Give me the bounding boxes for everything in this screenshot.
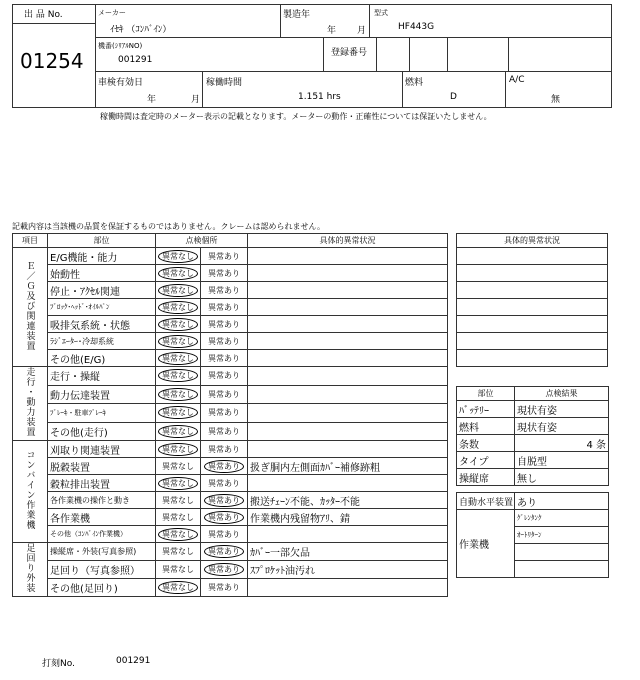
- check-abnormal: [201, 458, 248, 475]
- normal-label: 異常なし: [162, 512, 194, 522]
- check-abnormal: [201, 404, 248, 423]
- part-name: その他(E/G): [48, 350, 156, 367]
- group-label-text: コンバイン作業機: [24, 450, 35, 530]
- table-row: [13, 579, 448, 597]
- side-detail-row: [457, 299, 608, 316]
- model-label: 型式: [374, 9, 388, 17]
- normal-label: 異常なし: [162, 461, 194, 471]
- detail-text: [248, 282, 448, 299]
- check-abnormal: [201, 333, 248, 350]
- side-detail-cell: [457, 333, 608, 350]
- group-label-text: 走行・動力装置: [24, 367, 35, 437]
- part-name: その他(足回り): [48, 579, 156, 597]
- detail-text: ｶﾊﾞｰ一部欠品: [248, 543, 448, 561]
- check-abnormal: [201, 509, 248, 526]
- detail-text: [248, 265, 448, 282]
- abnormal-label: 異常あり: [208, 389, 240, 399]
- result-part: 条数: [457, 435, 515, 452]
- check-abnormal: [201, 526, 248, 543]
- side-detail-row: [457, 265, 608, 282]
- detail-text: [248, 385, 448, 404]
- table-row: [13, 422, 448, 441]
- side-detail-row: [457, 248, 608, 265]
- check-normal: [156, 509, 201, 526]
- table-row: [13, 543, 448, 561]
- check-normal: [156, 333, 201, 350]
- normal-label: 異常なし: [158, 477, 198, 490]
- side-detail-cell: [457, 350, 608, 367]
- work-item: [515, 544, 609, 561]
- part-name: 足回り（写真参照）: [48, 561, 156, 579]
- part-name: 穀粒排出装置: [48, 475, 156, 492]
- part-name: 停止・ｱｸｾﾙ関連: [48, 282, 156, 299]
- ac-label: A/C: [509, 75, 525, 85]
- abnormal-label: 異常あり: [208, 336, 240, 346]
- check-normal: [156, 441, 201, 458]
- reg-box-3: [447, 37, 509, 72]
- detail-text: [248, 404, 448, 423]
- check-abnormal: [201, 299, 248, 316]
- detail-text: [248, 367, 448, 386]
- table-row: [13, 475, 448, 492]
- table-row: [13, 385, 448, 404]
- check-normal: [156, 458, 201, 475]
- check-normal: [156, 385, 201, 404]
- part-name: 脱穀装置: [48, 458, 156, 475]
- result-col-result: 点検結果: [515, 387, 609, 401]
- detail-text: [248, 475, 448, 492]
- abnormal-label: 異常あり: [208, 371, 240, 381]
- result-part: 操縦席: [457, 469, 515, 486]
- part-name: 刈取り関連装置: [48, 441, 156, 458]
- part-name: 各作業機: [48, 509, 156, 526]
- check-abnormal: [201, 367, 248, 386]
- abnormal-label: 異常あり: [208, 529, 240, 539]
- work-item: ｸﾞﾚﾝﾀﾝｸ: [515, 510, 609, 527]
- col-check: 点検個所: [156, 234, 248, 248]
- result-value: 現状有姿: [515, 401, 609, 418]
- table-row: [13, 458, 448, 475]
- ac-value: 無: [551, 95, 561, 105]
- side-detail-cell: [457, 299, 608, 316]
- normal-label: 異常なし: [162, 547, 194, 556]
- level-label: 自動水平装置: [457, 493, 515, 510]
- normal-label: 異常なし: [158, 369, 198, 382]
- part-name: ﾗｼﾞｴｰﾀｰ･冷却系統: [48, 333, 156, 350]
- check-abnormal: [201, 422, 248, 441]
- normal-label: 異常なし: [158, 284, 198, 297]
- reg-box-1: [376, 37, 410, 72]
- detail-text: 作業機内残留物ｱﾘ、錆: [248, 509, 448, 526]
- table-row: [13, 367, 448, 386]
- side-detail-header: 具体的異常状況: [457, 234, 608, 248]
- normal-label: 異常なし: [158, 388, 198, 401]
- normal-label: 異常なし: [158, 267, 198, 280]
- check-abnormal: [201, 282, 248, 299]
- result-value: 無し: [515, 469, 609, 486]
- table-row: [13, 509, 448, 526]
- side-detail-row: [457, 316, 608, 333]
- group-label: [13, 367, 48, 441]
- serial-value: 001291: [118, 55, 153, 65]
- result-col-part: 部位: [457, 387, 515, 401]
- abnormal-label: 異常あり: [208, 268, 240, 278]
- check-normal: [156, 265, 201, 282]
- check-normal: [156, 561, 201, 579]
- result-row: [457, 452, 609, 469]
- check-normal: [156, 422, 201, 441]
- abnormal-label: 異常あり: [204, 511, 244, 524]
- model-value: HF443G: [398, 22, 435, 32]
- check-normal: [156, 350, 201, 367]
- abnormal-label: 異常あり: [204, 545, 244, 558]
- inspect-year: 年: [147, 95, 157, 105]
- detail-text: [248, 316, 448, 333]
- group-label: [13, 248, 48, 367]
- normal-label: 異常なし: [158, 406, 198, 419]
- detail-text: [248, 579, 448, 597]
- abnormal-label: 異常あり: [208, 478, 240, 488]
- check-normal: [156, 248, 201, 265]
- detail-text: [248, 526, 448, 543]
- abnormal-label: 異常あり: [208, 302, 240, 312]
- work-item: ｵｰﾄﾘﾀｰﾝ: [515, 527, 609, 544]
- table-row: [13, 299, 448, 316]
- result-row: [457, 418, 609, 435]
- check-abnormal: [201, 561, 248, 579]
- col-part: 部位: [48, 234, 156, 248]
- detail-text: [248, 333, 448, 350]
- result-row: [457, 401, 609, 418]
- abnormal-label: 異常あり: [208, 426, 240, 436]
- result-table: [456, 386, 609, 486]
- table-row: [13, 282, 448, 299]
- level-value: あり: [515, 493, 609, 510]
- hours-value: 1.151 hrs: [298, 92, 341, 102]
- check-normal: [156, 282, 201, 299]
- normal-label: 異常なし: [158, 301, 198, 314]
- normal-label: 異常なし: [158, 352, 198, 365]
- normal-label: 異常なし: [158, 443, 198, 456]
- fuel-label: 燃料: [405, 78, 424, 88]
- part-name: 操縦席・外装(写真参照): [48, 543, 156, 561]
- abnormal-label: 異常あり: [208, 444, 240, 454]
- extra-table: [456, 492, 609, 578]
- result-part: 燃料: [457, 418, 515, 435]
- check-abnormal: [201, 385, 248, 404]
- table-row: [13, 350, 448, 367]
- normal-label: 異常なし: [158, 318, 198, 331]
- inspection-table: [12, 233, 448, 597]
- part-name: 動力伝達装置: [48, 385, 156, 404]
- inspect-label: 車検有効日: [98, 78, 144, 88]
- abnormal-label: 異常あり: [208, 251, 240, 261]
- result-value: 自脱型: [515, 452, 609, 469]
- normal-label: 異常なし: [162, 495, 194, 505]
- reg-label: 登録番号: [331, 48, 368, 58]
- result-row: [457, 435, 609, 452]
- inspect-month: 月: [191, 95, 201, 105]
- side-detail-cell: [457, 282, 608, 299]
- disclaimer: 記載内容は当該機の品質を保証するものではありません。クレームは認められません。: [12, 222, 325, 231]
- check-abnormal: [201, 475, 248, 492]
- check-normal: [156, 367, 201, 386]
- detail-text: 搬送ﾁｪｰﾝ不能、ｶｯﾀｰ不能: [248, 492, 448, 509]
- check-abnormal: [201, 248, 248, 265]
- table-row: [13, 404, 448, 423]
- work-item: [515, 561, 609, 578]
- normal-label: 異常なし: [158, 335, 198, 348]
- group-label-text: 足回り外装: [24, 543, 35, 593]
- abnormal-label: 異常あり: [204, 494, 244, 507]
- lot-label: 出 品 No.: [24, 10, 63, 20]
- abnormal-label: 異常あり: [208, 583, 240, 592]
- normal-label: 異常なし: [158, 528, 198, 541]
- abnormal-label: 異常あり: [208, 408, 240, 418]
- check-normal: [156, 475, 201, 492]
- check-abnormal: [201, 492, 248, 509]
- side-detail-row: [457, 333, 608, 350]
- fuel-value: D: [450, 92, 457, 102]
- check-abnormal: [201, 441, 248, 458]
- group-label: [13, 543, 48, 597]
- table-row: [13, 265, 448, 282]
- group-label-text: Ｅ／Ｇ及び関連装置: [24, 260, 35, 351]
- side-detail-cell: [457, 265, 608, 282]
- normal-label: 異常なし: [158, 425, 198, 438]
- normal-label: 異常なし: [158, 581, 198, 594]
- abnormal-label: 異常あり: [208, 285, 240, 295]
- work-label: 作業機: [457, 510, 515, 578]
- table-row: [13, 248, 448, 265]
- work-row: [457, 510, 609, 527]
- detail-text: [248, 299, 448, 316]
- detail-text: 扱ぎ胴内左側面ｶﾊﾞｰ補修跡粗: [248, 458, 448, 475]
- part-name: その他（ｺﾝﾊﾞｲﾝ作業機）: [48, 526, 156, 543]
- result-part: タイプ: [457, 452, 515, 469]
- engrave-value: 001291: [116, 656, 151, 666]
- check-normal: [156, 404, 201, 423]
- engrave-label: 打刻No.: [42, 659, 75, 669]
- year-unit: 年: [327, 26, 337, 36]
- hours-label: 稼働時間: [206, 78, 243, 88]
- check-abnormal: [201, 265, 248, 282]
- check-normal: [156, 316, 201, 333]
- abnormal-label: 異常あり: [208, 319, 240, 329]
- abnormal-label: 異常あり: [204, 460, 244, 473]
- detail-text: [248, 441, 448, 458]
- detail-text: [248, 350, 448, 367]
- part-name: 各作業機の操作と動き: [48, 492, 156, 509]
- check-normal: [156, 492, 201, 509]
- check-normal: [156, 526, 201, 543]
- normal-label: 異常なし: [158, 250, 198, 263]
- side-detail-cell: [457, 316, 608, 333]
- check-abnormal: [201, 543, 248, 561]
- table-header-row: [13, 234, 448, 248]
- part-name: E/G機能・能力: [48, 248, 156, 265]
- abnormal-label: 異常あり: [204, 563, 244, 576]
- reg-box-2: [409, 37, 448, 72]
- table-row: [13, 492, 448, 509]
- check-abnormal: [201, 579, 248, 597]
- col-detail: 具体的異常状況: [248, 234, 448, 248]
- check-abnormal: [201, 316, 248, 333]
- part-name: 吸排気系統・状態: [48, 316, 156, 333]
- month-unit: 月: [357, 26, 367, 36]
- table-row: [13, 526, 448, 543]
- normal-label: 異常なし: [162, 565, 194, 574]
- serial-label: 機番(ｼﾘｱﾙNO): [98, 42, 143, 50]
- reg-box-4: [508, 37, 612, 72]
- result-row: [457, 469, 609, 486]
- part-name: 走行・操縦: [48, 367, 156, 386]
- part-name: ﾌﾞﾚｰｷ・駐車ﾌﾞﾚｰｷ: [48, 404, 156, 423]
- result-value: 4 条: [515, 435, 609, 452]
- year-label: 製造年: [283, 10, 311, 20]
- detail-text: ｽﾌﾟﾛｹｯﾄ油汚れ: [248, 561, 448, 579]
- check-normal: [156, 579, 201, 597]
- lot-number: 01254: [20, 49, 84, 73]
- check-normal: [156, 299, 201, 316]
- table-row: [13, 561, 448, 579]
- abnormal-label: 異常あり: [208, 353, 240, 363]
- group-label: [13, 441, 48, 543]
- side-detail-row: [457, 282, 608, 299]
- maker-value: ｲｾｷ （ｺﾝﾊﾞｲﾝ）: [110, 25, 172, 35]
- side-detail-table: [456, 233, 608, 367]
- table-row: [13, 316, 448, 333]
- hours-note: 稼働時間は査定時のメーター表示の記載となります。メーターの動作・正確性については保証いたしません。: [100, 112, 492, 121]
- col-item: 項目: [13, 234, 48, 248]
- check-normal: [156, 543, 201, 561]
- part-name: 始動性: [48, 265, 156, 282]
- result-value: 現状有姿: [515, 418, 609, 435]
- side-detail-row: [457, 350, 608, 367]
- table-row: [13, 333, 448, 350]
- side-detail-cell: [457, 248, 608, 265]
- detail-text: [248, 422, 448, 441]
- part-name: その他(走行): [48, 422, 156, 441]
- detail-text: [248, 248, 448, 265]
- part-name: ﾌﾞﾛｯｸ･ﾍｯﾄﾞ･ｵｲﾙﾊﾟﾝ: [48, 299, 156, 316]
- check-abnormal: [201, 350, 248, 367]
- table-row: [13, 441, 448, 458]
- maker-label: メーカー: [98, 9, 126, 17]
- result-part: ﾊﾞｯﾃﾘｰ: [457, 401, 515, 418]
